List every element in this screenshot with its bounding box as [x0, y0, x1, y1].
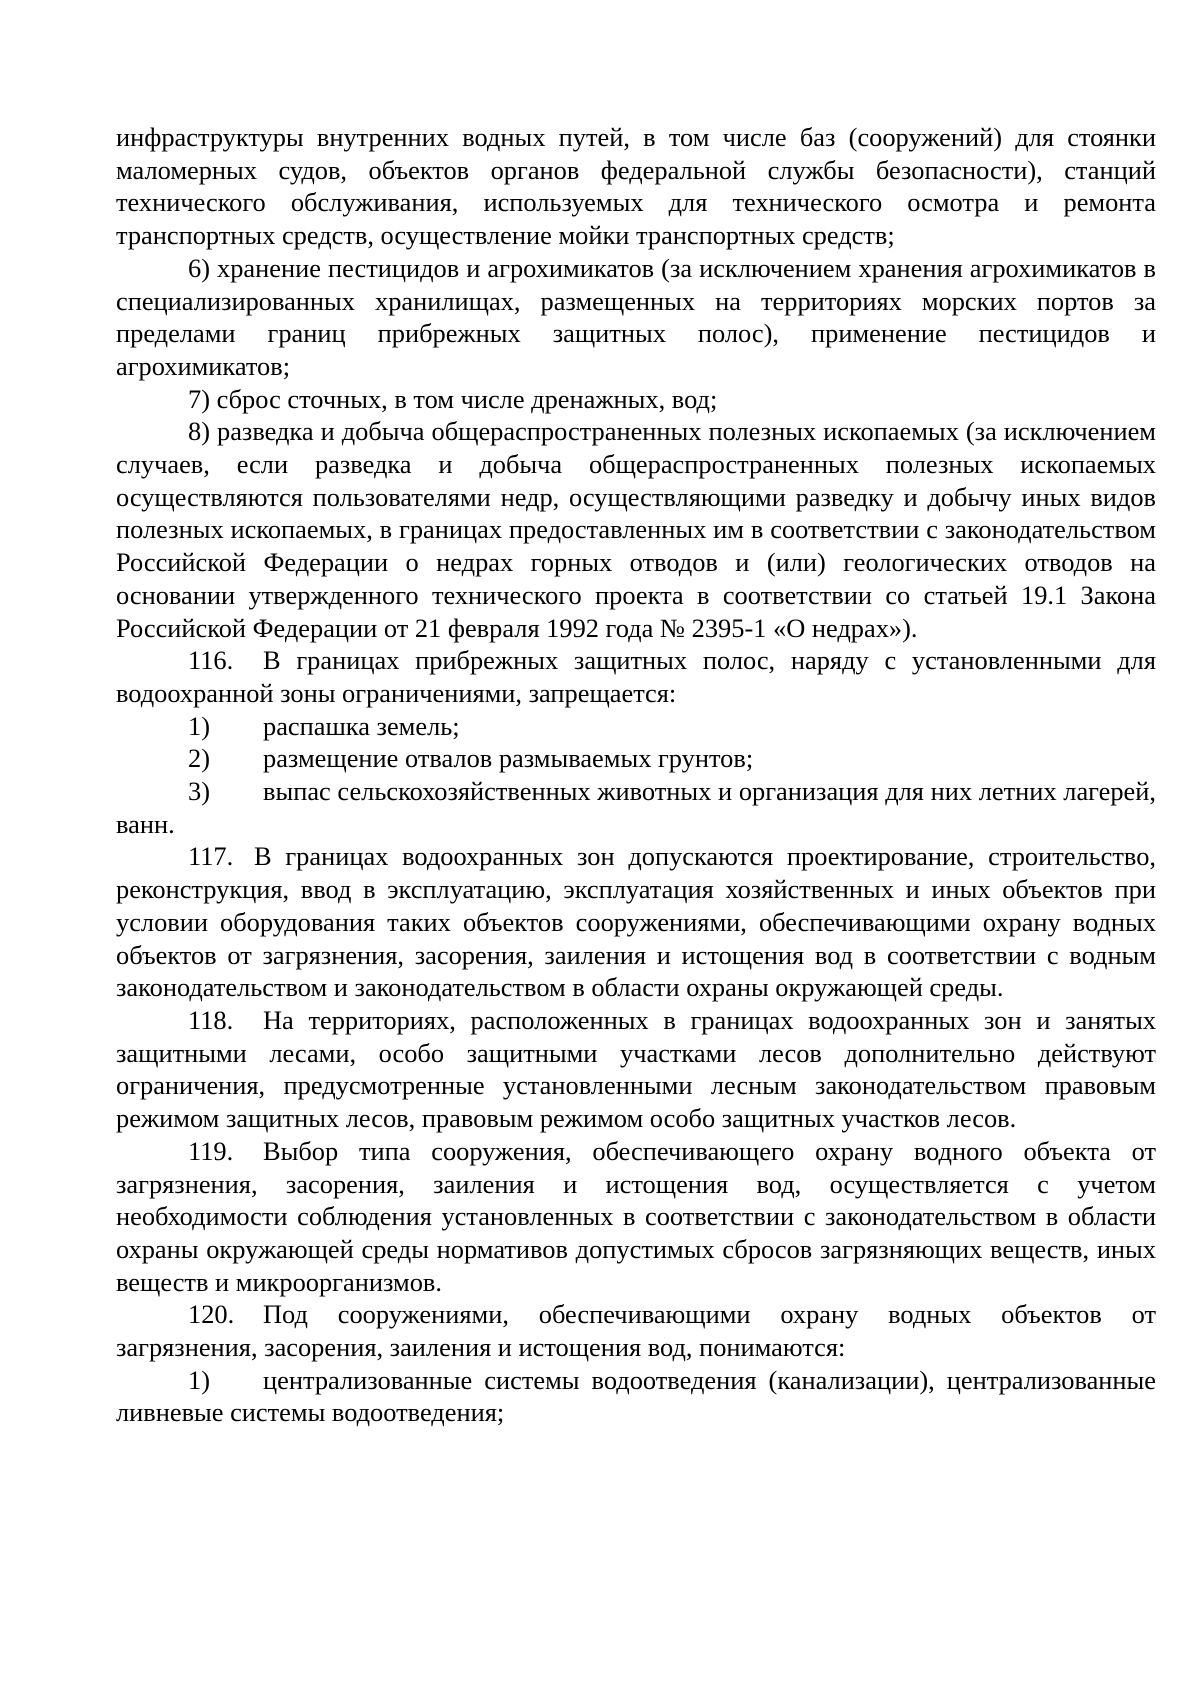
- paragraph-continuation: инфраструктуры внутренних водных путей, в том числе баз (сооружений) для стоянки маломерных судов, объектов органов федеральной службы безопасности), станций технического обслуживания, используемых для технического осмотра и ремонта транспортных средств, осуществление мойки транспортных средств;: [116, 122, 1156, 251]
- clause-120-number: 120.: [188, 1299, 235, 1330]
- clause-120-item-1-text: централизованные системы водоотведения (канализации), централизованные ливневые системы водоотведения;: [116, 1364, 1156, 1428]
- clause-116-item-2-number: 2): [188, 743, 210, 774]
- clause-116-item-3-number: 3): [188, 776, 210, 807]
- clause-119-text: Выбор типа сооружения, обеспечивающего охрану водного объекта от загрязнения, засорения, заиления и истощения вод, осуществляется с учетом необходимости соблюдения установленных в соответствии с законодательством в области охраны окружающей среды нормативов допустимых сбросов загрязняющих веществ, иных веществ и микроорганизмов.: [116, 1135, 1156, 1297]
- list-item-6: 6) хранение пестицидов и агрохимикатов (за исключением хранения агрохимикатов в специализированных хранилищах, размещенных на территориях морских портов за пределами границ прибрежных защитных полос), применение пестицидов и агрохимикатов;: [116, 252, 1156, 381]
- document-page: [116, 121, 1156, 1429]
- clause-120: [116, 1298, 1156, 1363]
- clause-116-item-3-text: выпас сельскохозяйственных животных и организация для них летних лагерей, ванн.: [116, 776, 1156, 839]
- clause-116-item-3: [116, 775, 1156, 840]
- clause-116-item-1-text: распашка земель;: [263, 710, 460, 741]
- clause-116-item-2: [116, 742, 1156, 775]
- clause-116-item-1: [116, 710, 1156, 743]
- clause-117-number: 117.: [188, 841, 234, 872]
- clause-118-text: На территориях, расположенных в границах водоохранных зон и занятых защитными лесами, особо защитными участками лесов дополнительно действуют ограничения, предусмотренные установленными лесным законодательством правовым режимом защитных лесов, правовым режимом особо защитных участков лесов.: [116, 1004, 1156, 1134]
- clause-117: [116, 840, 1156, 1004]
- clause-119-number: 119.: [188, 1135, 234, 1166]
- clause-116: [116, 644, 1156, 709]
- list-item-8: 8) разведка и добыча общераспространенных полезных ископаемых (за исключением случаев, если разведка и добыча общераспространенных полезных ископаемых осуществляются пользователями недр, осуществляющими разведку и добычу иных видов полезных ископаемых, в границах предоставленных им в соответствии с законодательством Российской Федерации о недрах горных отводов и (или) геологических отводов на основании утвержденного технического проекта в соответствии со статьей 19.1 Закона Российской Федерации от 21 февраля 1992 года № 2395-1 «О недрах»).: [116, 416, 1156, 643]
- clause-118-number: 118.: [188, 1004, 234, 1035]
- list-item-7: 7) сброс сточных, в том числе дренажных, вод;: [188, 383, 718, 414]
- clause-120-text: Под сооружениями, обеспечивающими охрану водных объектов от загрязнения, засорения, заиления и истощения вод, понимаются:: [116, 1299, 1156, 1363]
- clause-120-item-1: [116, 1364, 1156, 1429]
- clause-116-number: 116.: [188, 645, 234, 676]
- clause-117-text: В границах водоохранных зон допускаются проектирование, строительство, реконструкция, ввод в эксплуатацию, эксплуатация хозяйственных и иных объектов при условии оборудования таких объектов сооружениями, обеспечивающими охрану водных объектов от загрязнения, засорения, заиления и истощения вод в соответствии с водным законодательством и законодательством в области охраны окружающей среды.: [116, 841, 1156, 1003]
- clause-118: [116, 1004, 1156, 1135]
- clause-116-item-1-number: 1): [188, 710, 210, 741]
- clause-119: [116, 1135, 1156, 1299]
- clause-120-item-1-number: 1): [188, 1364, 210, 1395]
- clause-116-item-2-text: размещение отвалов размываемых грунтов;: [263, 743, 754, 774]
- clause-116-text: В границах прибрежных защитных полос, наряду с установленными для водоохранной зоны ограничениями, запрещается:: [116, 645, 1156, 708]
